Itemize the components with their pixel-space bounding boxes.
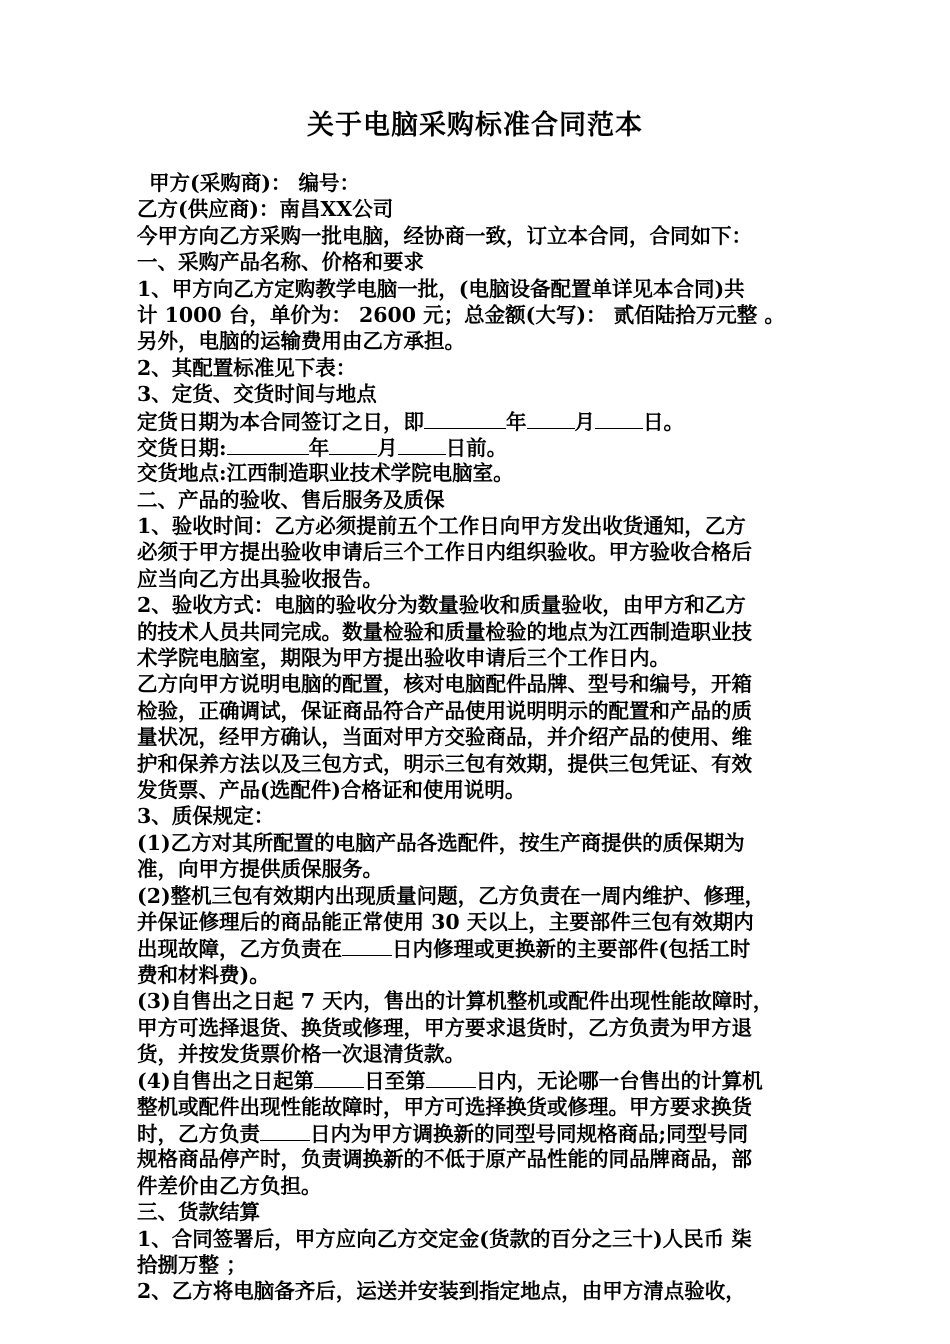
s2-p3-line-3: 量状况，经甲方确认，当面对甲方交验商品，并介绍产品的使用、维 (137, 725, 752, 750)
delivery-month-blank (329, 434, 377, 455)
section-1-heading: 一、采购产品名称、价格和要求 (137, 250, 424, 275)
q2-line-3 (137, 935, 827, 961)
q4-line-3-text-b: 日内为甲方调换新的同型号同规格商品;同型号同 (310, 1122, 749, 1147)
q4-line-5: 件差价由乙方负担。 (137, 1173, 322, 1198)
q3-line-2: 甲方可选择退货、换货或修理，甲方要求退货时，乙方负责为甲方退 (137, 1015, 752, 1040)
q4-line-4: 规格商品停产时，负责调换新的不低于原产品性能的同品牌商品，部 (137, 1147, 752, 1172)
delivery-date-line (137, 434, 827, 460)
q4-line-1 (137, 1067, 827, 1093)
s2-p1-line-1: 1、验收时间：乙方必须提前五个工作日向甲方发出收货通知，乙方 (137, 514, 746, 539)
order-month-unit: 月 (574, 409, 595, 434)
s1-p1-line-1: 1、甲方向乙方定购教学电脑一批，(电脑设备配置单详见本合同)共 (137, 276, 745, 301)
delivery-place-line: 交货地点:江西制造职业技术学院电脑室。 (137, 461, 514, 486)
document-body (137, 170, 827, 1305)
intro-line: 今甲方向乙方采购一批电脑，经协商一致，订立本合同，合同如下： (137, 223, 752, 248)
s2-p3-line-5: 发货票、产品(选配件)合格证和使用说明。 (137, 777, 526, 802)
s2-p2-line-1: 2、验收方式：电脑的验收分为数量验收和质量验收，由甲方和乙方 (137, 593, 746, 618)
q3-line-3: 货，并按发货票价格一次退清货款。 (137, 1041, 465, 1066)
delivery-year-unit: 年 (308, 435, 330, 460)
q4-end-day-blank (426, 1067, 476, 1088)
s1-p2-line: 2、其配置标准见下表： (137, 355, 357, 380)
s2-p1-line-3: 应当向乙方出具验收报告。 (137, 566, 383, 591)
s3-p1-line-2: 拾捌万整 ； (137, 1253, 247, 1278)
q2-line-4: 费和材料费)。 (137, 962, 270, 987)
s1-p3-line: 3、定货、交货时间与地点 (137, 382, 377, 407)
order-date-line (137, 408, 827, 434)
s2-p1-line-2: 必须于甲方提出验收申请后三个工作日内组织验收。甲方验收合格后 (137, 540, 752, 565)
party-a-line: 甲方(采购商)： 编号： (149, 171, 361, 195)
q4-line-1-text-a: (4)自售出之日起第 (137, 1069, 315, 1094)
section-2-heading: 二、产品的验收、售后服务及质保 (137, 487, 445, 512)
q2-line-3-text-b: 日内修理或更换新的主要部件(包括工时 (392, 937, 751, 962)
s2-p3-line-1: 乙方向甲方说明电脑的配置，核对电脑配件品牌、型号和编号，开箱 (137, 672, 752, 697)
s2-p4-line: 3、质保规定： (137, 804, 275, 829)
document-title: 关于电脑采购标准合同范本 (307, 110, 643, 141)
q4-exchange-days-blank (260, 1120, 310, 1141)
q2-line-2: 并保证修理后的商品能正常使用 30 天以上，主要部件三包有效期内 (137, 909, 754, 934)
q1-line-1: (1)乙方对其所配置的电脑产品各选配件，按生产商提供的质保期为 (137, 830, 745, 855)
s1-p1-line-2: 计 1000 台，单价为： 2600 元；总金额(大写)： 贰佰陆拾万元整 。 (137, 302, 785, 327)
s1-p1-line-3: 另外，电脑的运输费用由乙方承担。 (137, 329, 465, 354)
order-year-unit: 年 (506, 409, 527, 434)
delivery-month-unit: 月 (377, 435, 398, 460)
s2-p2-line-2: 的技术人员共同完成。数量检验和质量检验的地点为江西制造职业技 (137, 619, 752, 644)
order-date-text: 定货日期为本合同签订之日，即 (137, 409, 424, 434)
q2-days-blank (342, 935, 392, 956)
s2-p3-line-4: 护和保养方法以及三包方式，明示三包有效期，提供三包凭证、有效 (137, 751, 752, 776)
order-year-blank (424, 408, 506, 429)
q3-line-1: (3)自售出之日起 7 天内，售出的计算机整机或配件出现性能故障时， (137, 989, 774, 1014)
q4-line-1-text-c: 日内，无论哪一台售出的计算机 (475, 1069, 763, 1094)
delivery-day-unit: 日前。 (445, 435, 508, 460)
q2-line-3-text-a: 出现故障，乙方负责在 (137, 937, 342, 962)
order-month-blank (527, 408, 575, 429)
section-3-heading: 三、货款结算 (137, 1200, 260, 1225)
delivery-year-blank (227, 434, 309, 455)
delivery-day-blank (398, 434, 446, 455)
party-b-line: 乙方(供应商)：南昌XX公司 (137, 197, 394, 222)
delivery-date-text: 交货日期: (137, 435, 227, 460)
q4-start-day-blank (314, 1067, 364, 1088)
order-day-blank (595, 408, 643, 429)
s3-p1-line-1: 1、合同签署后，甲方应向乙方交定金(货款的百分之三十)人民币 柒 (137, 1226, 752, 1251)
q4-line-1-text-b: 日至第 (364, 1069, 426, 1094)
s3-p2-line-1: 2、乙方将电脑备齐后，运送并安装到指定地点，由甲方清点验收， (137, 1279, 746, 1304)
q1-line-2: 准，向甲方提供质保服务。 (137, 857, 383, 882)
order-day-unit: 日。 (643, 409, 684, 434)
q4-line-2: 整机或配件出现性能故障时，甲方可选择换货或修理。甲方要求换货 (137, 1094, 752, 1119)
s2-p3-line-2: 检验，正确调试，保证商品符合产品使用说明明示的配置和产品的质 (137, 698, 752, 723)
s2-p2-line-3: 术学院电脑室，期限为甲方提出验收申请后三个工作日内。 (137, 646, 670, 671)
q4-line-3 (137, 1120, 827, 1146)
q2-line-1: (2)整机三包有效期内出现质量问题，乙方负责在一周内维护、修理， (137, 883, 766, 908)
q4-line-3-text-a: 时，乙方负责 (137, 1122, 260, 1147)
